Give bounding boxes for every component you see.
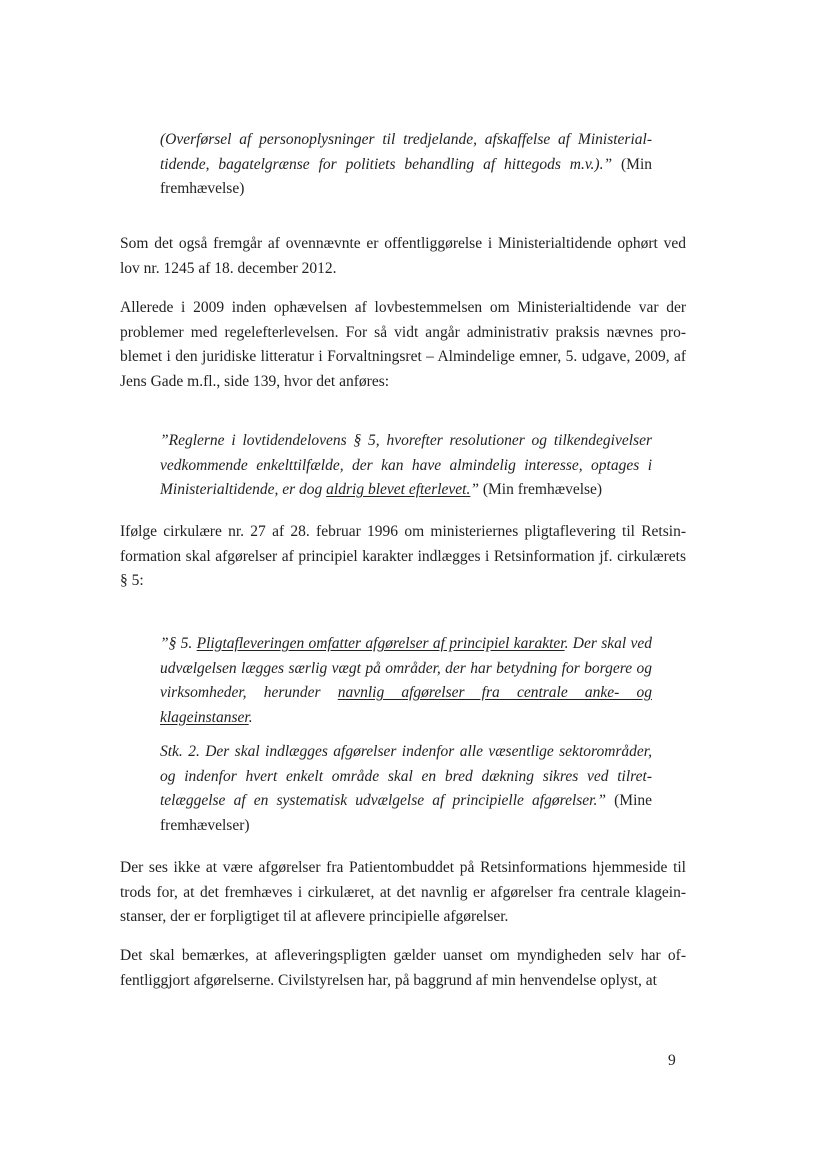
- quote-text: ”§ 5.: [160, 635, 197, 652]
- quote-underlined-text: navnlig afgørelser fra centrale anke- og klageinstanser: [160, 684, 652, 726]
- paragraph-text: Ifølge cirkulære nr. 27 af 28. februar 1996 om ministeriernes pligtaflevering til Retsinformation skal afgørelser af principiel karakter indlægges i Retsinformation jf. cirkulærets § 5:: [120, 523, 686, 589]
- paragraph-text: Allerede i 2009 inden ophævelsen af lovbestemmelsen om Ministerialtidende var der problemer med regelefterlevelsen. For så vidt angår administrativ praksis nævnes problemet i den juridiske litteratur i Forvaltningsret – Almindelige emner, 5. udgave, 2009, af Jens Gade m.fl., side 139, hvor det anføres:: [120, 299, 686, 390]
- quote-remark: (Min fremhævelse): [160, 155, 652, 197]
- quote-underlined-text: aldrig blevet efterlevet.: [326, 481, 471, 498]
- quote-text: ”Reglerne i lovtidendelovens § 5, hvorefter resolutioner og tilkendegivelser vedkommende enkelttilfælde, der kan have almindelig interesse, optages i Ministerialtidende, er dog: [160, 432, 652, 498]
- quote-text: (Overførsel af personoplysninger til tredjelande, afskaffelse af Ministerialtidende, bagatelgrænse for politiets behandling af hittegods m.v.).”: [160, 131, 652, 173]
- quote-section-5-stk-2: [160, 740, 652, 838]
- quote-remark: (Mine fremhævelser): [160, 792, 653, 834]
- paragraph-circular: [120, 520, 686, 594]
- page-number: 9: [668, 1052, 676, 1069]
- paragraph-compliance-problems: [120, 296, 686, 394]
- quote-section-5: [160, 632, 652, 730]
- quote-underlined-text: Pligtafleveringen omfatter afgørelser af principiel karakter: [196, 635, 565, 652]
- paragraph-publication-ended: [120, 232, 686, 281]
- quote-ministerialtidende-law: [160, 128, 652, 202]
- quote-lovtidendeloven: [160, 429, 652, 503]
- paragraph-text: Der ses ikke at være afgørelser fra Patientombuddet på Retsinformations hjemmeside til trods for, at det fremhæves i cirkulæret, at det navnlig er afgørelser fra centrale klageinstanser, der er forpligtiget til at aflevere principielle afgørelser.: [120, 859, 686, 925]
- quote-text: .: [248, 708, 253, 726]
- paragraph-delivery-duty: [120, 944, 686, 993]
- paragraph-text: Som det også fremgår af ovennævnte er offentliggørelse i Ministerialtidende ophørt ved lov nr. 1245 af 18. december 2012.: [120, 235, 686, 277]
- quote-close-mark: ”: [470, 481, 479, 498]
- quote-remark: (Min fremhævelse): [478, 481, 603, 498]
- paragraph-patientombuddet: [120, 856, 686, 930]
- paragraph-text: Det skal bemærkes, at afleveringspligten gælder uanset om myndigheden selv har offentliggjort afgørelserne. Civilstyrelsen har, på baggrund af min henvendelse oplyst, at: [120, 947, 686, 989]
- quote-text: . Der skal ved udvælgelsen lægges særlig vægt på områder, der har betydning for borgere og virksomheder, herunder: [160, 635, 652, 701]
- quote-text: Stk. 2. Der skal indlægges afgørelser indenfor alle væsentlige sektorområder, og indenfor hvert enkelt område skal en bred dækning sikres ved tilrettelæggelse af en systematisk udvælgelse af principielle afgørelser.”: [160, 743, 652, 809]
